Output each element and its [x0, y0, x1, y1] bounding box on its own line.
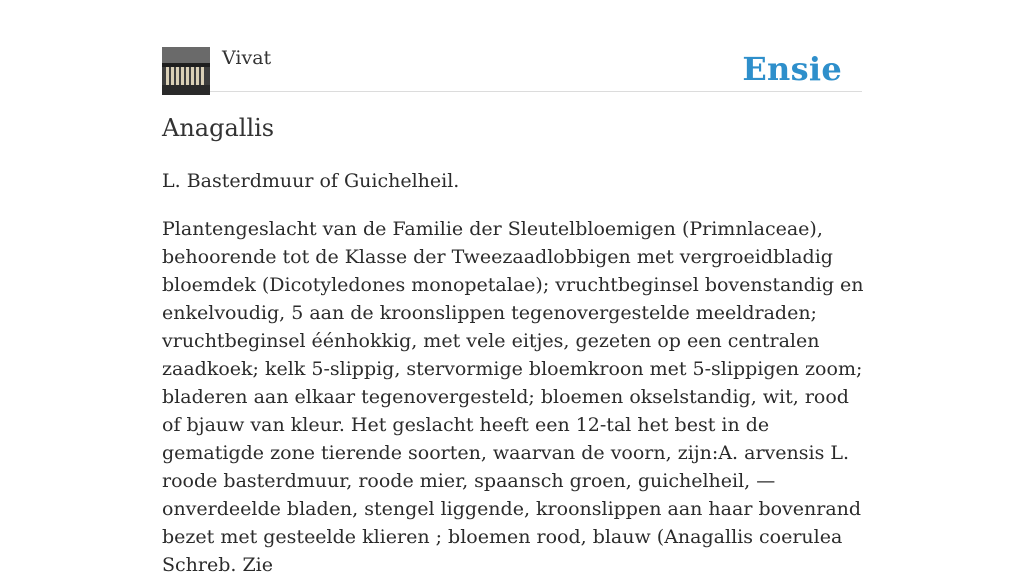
avatar[interactable]: [162, 47, 210, 95]
avatar-image: [162, 47, 210, 95]
page-title: Anagallis: [162, 114, 275, 142]
page-header: [162, 0, 862, 92]
brand-logo[interactable]: Ensie: [742, 50, 842, 88]
author-name[interactable]: Vivat: [222, 47, 272, 69]
article-page: [162, 0, 864, 576]
article-subtitle: L. Basterdmuur of Guichelheil.: [162, 170, 460, 192]
article-body: Plantengeslacht van de Familie der Sleutelbloemigen (Primnlaceae), behoorende tot de Klasse der Tweezaadlobbigen met vergroeidbladig bloemdek (Dicotyledones monopetalae); vruchtbeginsel bovenstandig en enkelvoudig, 5 aan de kroonslippen tegenovergestelde meeldraden; vruchtbeginsel éénhokkig, met vele eitjes, gezeten op een centralen zaadkoek; kelk 5-slippig, stervormige bloemkroon met 5-slippigen zoom; bladeren aan elkaar tegenovergesteld; bloemen okselstandig, wit, rood of bjauw van kleur. Het geslacht heeft een 12-tal het best in de gematigde zone tierende soorten, waarvan de voorn, zijn:A. arvensis L. roode basterdmuur, roode mier, spaansch groen, guichelheil, — onverdeelde bladen, stengel liggende, kroonslippen aan haar bovenrand bezet met gesteelde klieren ; bloemen rood, blauw (Anagallis coerulea Schreb. Zie: [162, 218, 864, 576]
